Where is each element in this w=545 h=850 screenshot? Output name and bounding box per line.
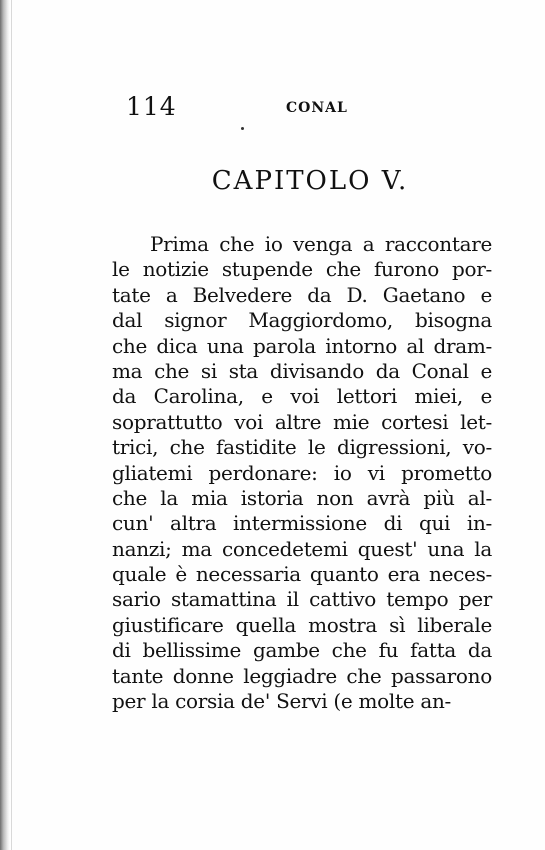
text-line: quale è necessaria quanto era neces- xyxy=(112,562,492,587)
running-title: CONAL xyxy=(286,100,348,116)
text-line: sario stamattina il cattivo tempo per xyxy=(112,587,492,612)
running-head xyxy=(126,92,356,122)
page-gutter-shadow xyxy=(0,0,10,850)
text-line: le notizie stupende che furono por- xyxy=(112,257,492,282)
text-line: da Carolina, e voi lettori miei, e xyxy=(112,384,492,409)
page-edge-line xyxy=(11,0,12,850)
text-line: per la corsia de' Servi (e molte an- xyxy=(112,689,452,714)
text-line: soprattutto voi altre mie cortesi let- xyxy=(112,409,492,434)
page-number: 114 xyxy=(126,92,177,121)
chapter-title: CAPITOLO V. xyxy=(211,166,409,196)
text-line: gliatemi perdonare: io vi prometto xyxy=(112,460,492,485)
text-line: nanzi; ma concedetemi quest' una la xyxy=(112,536,492,561)
text-line: Prima che io venga a raccontare xyxy=(150,232,492,256)
ornament-dot xyxy=(241,127,244,130)
text-line: dal signor Maggiordomo, bisogna xyxy=(112,308,492,333)
text-line: cun' altra intermissione di qui in- xyxy=(112,511,492,536)
text-line: che dica una parola intorno al dram- xyxy=(112,333,492,358)
text-line: che la mia istoria non avrà più al- xyxy=(112,485,492,510)
text-line: tante donne leggiadre che passarono xyxy=(112,663,492,688)
text-line: di bellissime gambe che fu fatta da xyxy=(112,638,492,663)
text-line: tate a Belvedere da D. Gaetano e xyxy=(112,282,492,307)
text-line: ma che si sta divisando da Conal e xyxy=(112,358,492,383)
text-line: giustificare quella mostra sì liberale xyxy=(112,612,492,637)
text-line: trici, che fastidite le digressioni, vo- xyxy=(112,435,492,460)
body-text xyxy=(112,232,492,714)
